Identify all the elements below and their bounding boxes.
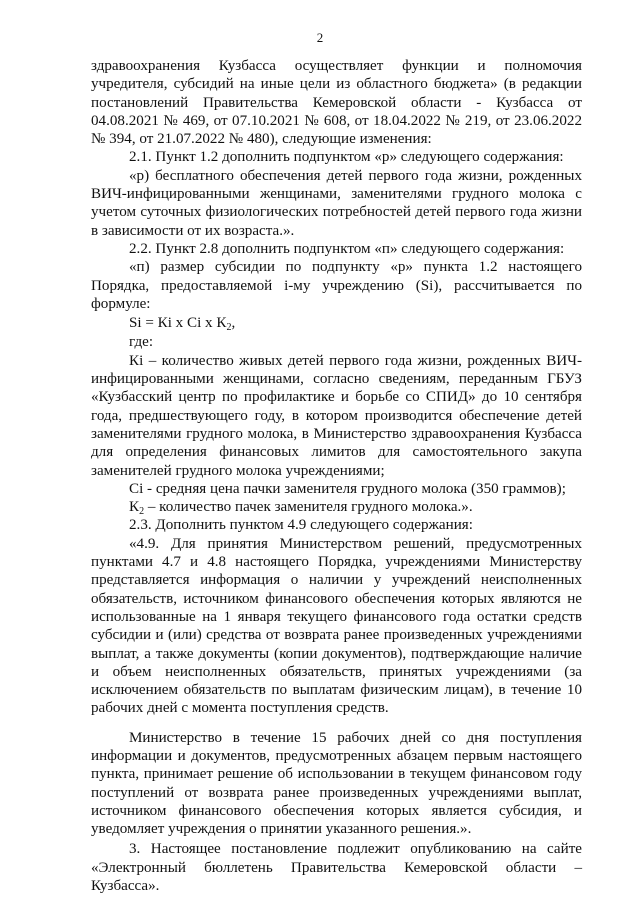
definition-ki: Кi – количество живых детей первого года жизни, рожденных ВИЧ-инфицированными женщинами, согласно сведениям, переданным ГБУЗ «Кузбасский центр по профилактике и борьбе со СПИД» до 10 сентября года, предшествующего году, в котором производится обеспечение детей заменителями грудного молока, в Министерство здравоохранения Кузбасса для определения финансовых лимитов для самостоятельного закупа заменителей грудного молока учреждениями; [91, 352, 582, 479]
definition-k2-subscript: 2 [139, 506, 145, 518]
spacer [91, 718, 582, 729]
definition-k2 [91, 498, 582, 516]
page-number: 2 [316, 30, 324, 45]
paragraph-3-publication: 3. Настоящее постановление подлежит опубликованию на сайте «Электронный бюллетень Правительства Кемеровской области – Кузбасса». [91, 841, 582, 895]
document-body [91, 57, 582, 895]
paragraph-ministry-decision: Министерство в течение 15 рабочих дней со дня поступления информации и документов, предусмотренных абзацем первым настоящего пункта, принимает решение об использовании в текущем финансовом году поступлений от возврата ранее произведенных учреждениями выплат, источником финансового обеспечения которых является субсидия, и уведомляет учреждения о принятии указанного решения.». [91, 729, 582, 838]
formula-tail: , [231, 315, 236, 332]
subsidy-formula [91, 314, 582, 332]
definition-ci: Ci - средняя цена пачки заменителя грудного молока (350 граммов); [129, 480, 566, 497]
paragraph-4-9: «4.9. Для принятия Министерством решений, предусмотренных пунктами 4.7 и 4.8 настоящего Порядка, учреждениями Министерству представляется информация о наличии у учреждений неисполненных обязательств, источником финансового обеспечения которых являются не использованные на 1 января текущего финансового года остатки средств субсидии и (или) средства от возврата ранее произведенных учреждениями выплат, а также документы (копии документов), подтверждающие наличие и объем неисполненных обязательств, принятых учреждениями (за исключением обязательств по выплатам физическим лицам), в течение 10 рабочих дней с момента поступления средств. [91, 535, 582, 717]
paragraph-2-3: 2.3. Дополнить пунктом 4.9 следующего содержания: [129, 517, 473, 534]
paragraph-2-2: 2.2. Пункт 2.8 дополнить подпунктом «п» следующего содержания: [129, 240, 565, 257]
formula-subscript: 2 [226, 322, 232, 334]
paragraph-subitem-r: «р) бесплатного обеспечения детей первого года жизни, рожденных ВИЧ-инфицированными женщинами, заменителями грудного молока с учетом суточных физиологических потребностей детей первого года жизни в зависимости от их возраста.». [91, 167, 582, 239]
definition-k2-text: – количество пачек заменителя грудного молока.». [144, 499, 473, 516]
paragraph-intro: здравоохранения Кузбасса осуществляет функции и полномочия учредителя, субсидий на иные цели из областного бюджета» (в редакции постановлений Правительства Кемеровской области - Кузбасса от 04.08.2021 № 469, от 07.10.2021 № 608, от 18.04.2022 № 219, от 23.06.2022 № 394, от 21.07.2022 № 480), следующие изменения: [91, 58, 582, 148]
paragraph-2-1: 2.1. Пункт 1.2 дополнить подпунктом «р» следующего содержания: [129, 149, 564, 166]
definition-k2-prefix: К [129, 499, 140, 516]
formula-where: где: [129, 334, 154, 351]
paragraph-subitem-p: «п) размер субсидии по подпункту «р» пункта 1.2 настоящего Порядка, предоставляемой i-му учреждению (Si), рассчитывается по формуле: [91, 259, 582, 312]
formula-main: Si = Кi х Ci х К [129, 315, 227, 332]
